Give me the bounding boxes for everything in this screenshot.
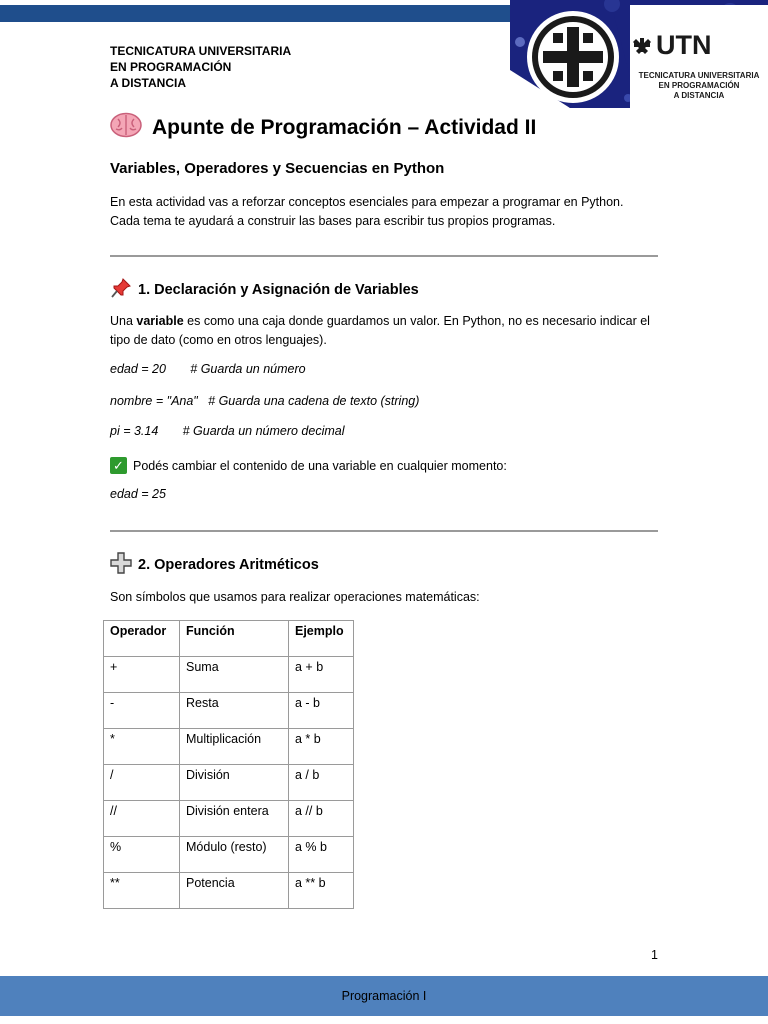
operator-cell: ** bbox=[104, 873, 180, 909]
tip-line bbox=[110, 457, 507, 474]
table-header-row bbox=[104, 621, 354, 657]
function-cell: Resta bbox=[180, 693, 289, 729]
function-cell: División entera bbox=[180, 801, 289, 837]
function-cell: Multiplicación bbox=[180, 729, 289, 765]
operator-cell: + bbox=[104, 657, 180, 693]
footer-text: Programación I bbox=[341, 989, 427, 1003]
brain-icon bbox=[110, 112, 142, 143]
svg-text:A DISTANCIA: A DISTANCIA bbox=[673, 91, 725, 100]
section-1-paragraph: Una variable es como una caja donde guardamos un valor. En Python, no es necesario indicar el tipo de dato (como en otros lenguajes). bbox=[110, 314, 650, 347]
svg-text:EN PROGRAMACIÓN: EN PROGRAMACIÓN bbox=[658, 81, 740, 90]
section-2-title: 2. Operadores Aritméticos bbox=[138, 557, 319, 573]
function-cell: División bbox=[180, 765, 289, 801]
operators-table bbox=[103, 620, 354, 909]
function-cell: Suma bbox=[180, 657, 289, 693]
table-row bbox=[104, 729, 354, 765]
table-row bbox=[104, 801, 354, 837]
pushpin-icon bbox=[110, 277, 132, 303]
divider bbox=[110, 530, 658, 532]
operator-cell: * bbox=[104, 729, 180, 765]
subtitle: Variables, Operadores y Secuencias en Python bbox=[110, 160, 445, 177]
institution-name bbox=[110, 43, 291, 91]
institution-line-3: A DISTANCIA bbox=[110, 76, 186, 90]
utn-logo-block bbox=[510, 0, 768, 108]
tip-text: Podés cambiar el contenido de una variable en cualquier momento: bbox=[133, 458, 507, 473]
example-cell: a / b bbox=[289, 765, 354, 801]
table-row bbox=[104, 693, 354, 729]
footer-bar bbox=[0, 976, 768, 1016]
example-cell: a ** b bbox=[289, 873, 354, 909]
example-cell: a // b bbox=[289, 801, 354, 837]
institution-line-2: EN PROGRAMACIÓN bbox=[110, 60, 232, 74]
intro-line-1: En esta actividad vas a reforzar conceptos esenciales para empezar a programar en Python. bbox=[110, 195, 624, 209]
column-header: Operador bbox=[104, 621, 180, 657]
function-cell: Potencia bbox=[180, 873, 289, 909]
table-row bbox=[104, 765, 354, 801]
title-text: Apunte de Programación – Actividad II bbox=[152, 115, 537, 139]
svg-text:TECNICATURA UNIVERSITARIA: TECNICATURA UNIVERSITARIA bbox=[638, 71, 760, 80]
page-title bbox=[110, 112, 536, 143]
example-cell: a + b bbox=[289, 657, 354, 693]
intro-paragraph bbox=[110, 193, 660, 231]
example-cell: a - b bbox=[289, 693, 354, 729]
section-2-paragraph: Son símbolos que usamos para realizar operaciones matemáticas: bbox=[110, 590, 480, 604]
top-color-bar bbox=[0, 5, 510, 22]
divider bbox=[110, 255, 658, 257]
operator-cell: // bbox=[104, 801, 180, 837]
table-row bbox=[104, 873, 354, 909]
section-1-title: 1. Declaración y Asignación de Variables bbox=[138, 282, 419, 298]
section-1-heading bbox=[110, 277, 419, 303]
table-row bbox=[104, 657, 354, 693]
check-box-icon: ✓ bbox=[110, 457, 127, 474]
plus-icon bbox=[110, 552, 132, 578]
column-header: Ejemplo bbox=[289, 621, 354, 657]
intro-line-2: Cada tema te ayudará a construir las bases para escribir tus propios programas. bbox=[110, 214, 556, 228]
code-line: nombre = "Ana" # Guarda una cadena de texto (string) bbox=[110, 394, 420, 408]
section-2-heading bbox=[110, 552, 319, 578]
utn-brand-text: UTN bbox=[656, 30, 712, 60]
code-line: pi = 3.14 # Guarda un número decimal bbox=[110, 424, 345, 438]
column-header: Función bbox=[180, 621, 289, 657]
example-cell: a % b bbox=[289, 837, 354, 873]
example-cell: a * b bbox=[289, 729, 354, 765]
code-line: edad = 25 bbox=[110, 487, 166, 501]
operator-cell: - bbox=[104, 693, 180, 729]
code-line: edad = 20 # Guarda un número bbox=[110, 362, 306, 376]
institution-line-1: TECNICATURA UNIVERSITARIA bbox=[110, 44, 292, 58]
operator-cell: / bbox=[104, 765, 180, 801]
page-number: 1 bbox=[651, 948, 658, 962]
operator-cell: % bbox=[104, 837, 180, 873]
function-cell: Módulo (resto) bbox=[180, 837, 289, 873]
variable-term: variable bbox=[136, 314, 184, 328]
table-row bbox=[104, 837, 354, 873]
